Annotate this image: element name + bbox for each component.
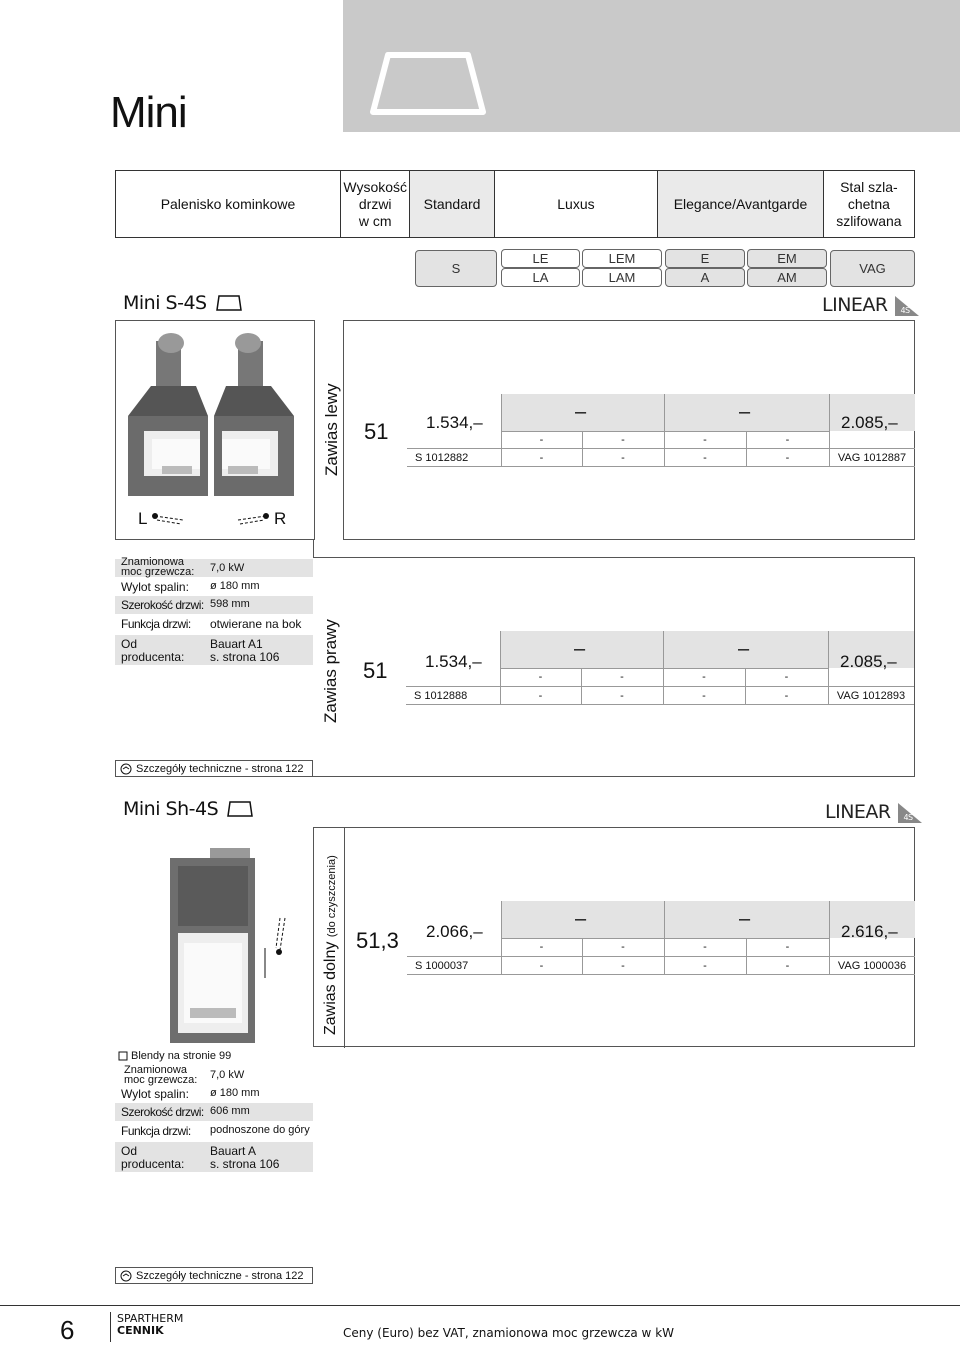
- price-row-left-hinge: [322, 320, 915, 540]
- info-icon: [120, 1270, 132, 1282]
- page-number: 6: [60, 1315, 75, 1345]
- price-row-right-hinge: [313, 557, 915, 777]
- spec-flue-value: ø 180 mm: [210, 580, 260, 592]
- code-vag: VAG: [830, 250, 915, 287]
- luxus-dash: –: [575, 401, 587, 423]
- code-a: A: [665, 268, 745, 287]
- code-lem: LEM: [582, 249, 662, 268]
- spec-power-value: 7,0 kW: [210, 1069, 245, 1081]
- code-cell: -: [702, 689, 706, 702]
- page-title: Mini: [110, 88, 187, 137]
- footer-note: Ceny (Euro) bez VAT, znamionowa moc grzewcza w kW: [343, 1326, 675, 1340]
- spec-power-label: Znamionowa moc grzewcza:: [121, 556, 195, 578]
- header-elegance: Elegance/Avantgarde: [658, 171, 824, 237]
- spec-door-label: Funkcja drzwi:: [121, 1124, 191, 1138]
- code-cell: -: [621, 959, 625, 972]
- code-e: E: [665, 249, 745, 268]
- specs-sh4s: [115, 1048, 313, 1178]
- model-title-sh4s: Mini Sh-4S: [123, 798, 254, 820]
- code-standard: S 1012888: [414, 689, 468, 702]
- header-luxus: Luxus: [495, 171, 659, 237]
- code-s: S: [415, 250, 497, 287]
- hinge-side-label: Zawias dolny (do czyszczenia): [322, 855, 339, 1035]
- code-standard: S 1000037: [415, 959, 469, 972]
- price-table-header: [115, 170, 915, 238]
- spec-flue-label: Wylot spalin:: [121, 580, 189, 594]
- sub-cell: -: [621, 433, 625, 446]
- code-vag: VAG 1012887: [837, 451, 907, 464]
- linear-logo-sh4s: LINEAR 4S: [825, 801, 922, 823]
- specs-s4s: [115, 557, 313, 757]
- model-title-s4s: Mini S-4S: [123, 292, 243, 314]
- spec-flue-value: ø 180 mm: [210, 1087, 260, 1099]
- spec-prod-label: Od producenta:: [121, 1144, 185, 1171]
- price-standard: 1.534,–: [425, 652, 482, 671]
- code-le: LE: [501, 249, 580, 268]
- hinge-right-icon: [236, 512, 270, 526]
- door-height: 51,3: [356, 928, 399, 953]
- hinge-side-label: Zawias lewy: [322, 383, 341, 476]
- sub-cell: -: [621, 941, 625, 953]
- spec-width-value: 606 mm: [210, 1105, 250, 1117]
- door-icon: [215, 294, 243, 312]
- luxus-dash: –: [574, 638, 586, 660]
- code-cell: -: [784, 689, 789, 702]
- code-cell: -: [539, 451, 544, 464]
- checkbox-icon: [118, 1051, 128, 1061]
- sub-cell: -: [539, 433, 544, 446]
- spec-door-value: podnoszone do góry: [210, 1124, 310, 1136]
- spec-door-label: Funkcja drzwi:: [121, 617, 191, 631]
- details-link-sh4s[interactable]: Szczegóły techniczne - strona 122: [115, 1267, 313, 1284]
- sub-cell: -: [538, 671, 543, 683]
- code-vag: VAG 1012893: [836, 689, 906, 702]
- fireplace-illustration: [160, 848, 300, 1048]
- spec-prod-value: Bauart A s. strona 106: [210, 1144, 280, 1171]
- header-stal: Stal szla- chetna szlifowana: [824, 171, 914, 237]
- price-standard: 2.066,–: [426, 922, 483, 941]
- sub-cell: -: [784, 671, 789, 683]
- sub-cell: -: [703, 433, 707, 446]
- sub-cell: -: [702, 671, 706, 683]
- spec-flue-label: Wylot spalin:: [121, 1087, 189, 1101]
- code-cell: -: [703, 959, 707, 972]
- details-link-s4s[interactable]: Szczegóły techniczne - strona 122: [115, 760, 313, 777]
- sub-cell: -: [785, 941, 790, 953]
- info-icon: [120, 763, 132, 775]
- spec-prod-value: Bauart A1 s. strona 106: [210, 637, 280, 664]
- spec-width-label: Szerokość drzwi:: [121, 598, 204, 612]
- spec-width-value: 598 mm: [210, 598, 250, 610]
- hinge-left-icon: [151, 512, 185, 526]
- header-band: [343, 0, 960, 132]
- code-la: LA: [501, 268, 580, 287]
- header-standard: Standard: [410, 171, 494, 237]
- price-vag: 2.616,–: [841, 922, 898, 941]
- spec-power-value: 7,0 kW: [210, 562, 245, 574]
- header-product: Palenisko kominkowe: [116, 171, 341, 237]
- fireplace-pair-illustration: [116, 321, 314, 511]
- spec-prod-label: Od producenta:: [121, 637, 185, 664]
- code-am: AM: [747, 268, 827, 287]
- code-cell: -: [785, 959, 790, 972]
- spec-width-label: Szerokość drzwi:: [121, 1105, 204, 1119]
- code-cell: -: [539, 959, 544, 972]
- header-height: Wysokość drzwi w cm: [341, 171, 410, 237]
- spec-door-value: otwierane na bok: [210, 617, 302, 631]
- door-height: 51: [364, 419, 389, 444]
- sub-cell: -: [785, 433, 790, 446]
- elegance-dash: –: [739, 908, 751, 930]
- hinge-right-label: R: [236, 509, 286, 529]
- price-row-bottom-hinge: [313, 827, 915, 1047]
- code-cell: -: [621, 451, 625, 464]
- code-cell: -: [785, 451, 790, 464]
- blendy-note: Blendy na stronie 99: [118, 1050, 231, 1062]
- price-vag: 2.085,–: [841, 413, 898, 432]
- door-height: 51: [363, 658, 388, 683]
- price-standard: 1.534,–: [426, 413, 483, 432]
- code-vag: VAG 1000036: [837, 959, 907, 972]
- luxus-dash: –: [575, 908, 587, 930]
- brand: SPARTHERM CENNIK: [117, 1312, 184, 1337]
- spec-power-label: Znamionowa moc grzewcza:: [124, 1064, 198, 1086]
- hinge-side-label: Zawias prawy: [321, 619, 340, 723]
- code-standard: S 1012882: [415, 451, 469, 464]
- code-em: EM: [747, 249, 827, 268]
- linear-logo-s4s: LINEAR 4S: [822, 294, 919, 316]
- price-vag: 2.085,–: [840, 652, 897, 671]
- code-cell: -: [703, 451, 707, 464]
- sub-cell: -: [620, 671, 624, 683]
- product-image-sh4s: [160, 848, 300, 1048]
- door-icon: [226, 800, 254, 818]
- hinge-left-label: L: [138, 509, 185, 529]
- code-cell: -: [538, 689, 543, 702]
- sub-cell: -: [703, 941, 707, 953]
- product-image-s4s: [115, 320, 315, 540]
- sub-cell: -: [539, 941, 544, 953]
- elegance-dash: –: [739, 401, 751, 423]
- trapezoid-icon: [358, 50, 498, 120]
- code-lam: LAM: [582, 268, 662, 287]
- code-cell: -: [620, 689, 624, 702]
- elegance-dash: –: [738, 638, 750, 660]
